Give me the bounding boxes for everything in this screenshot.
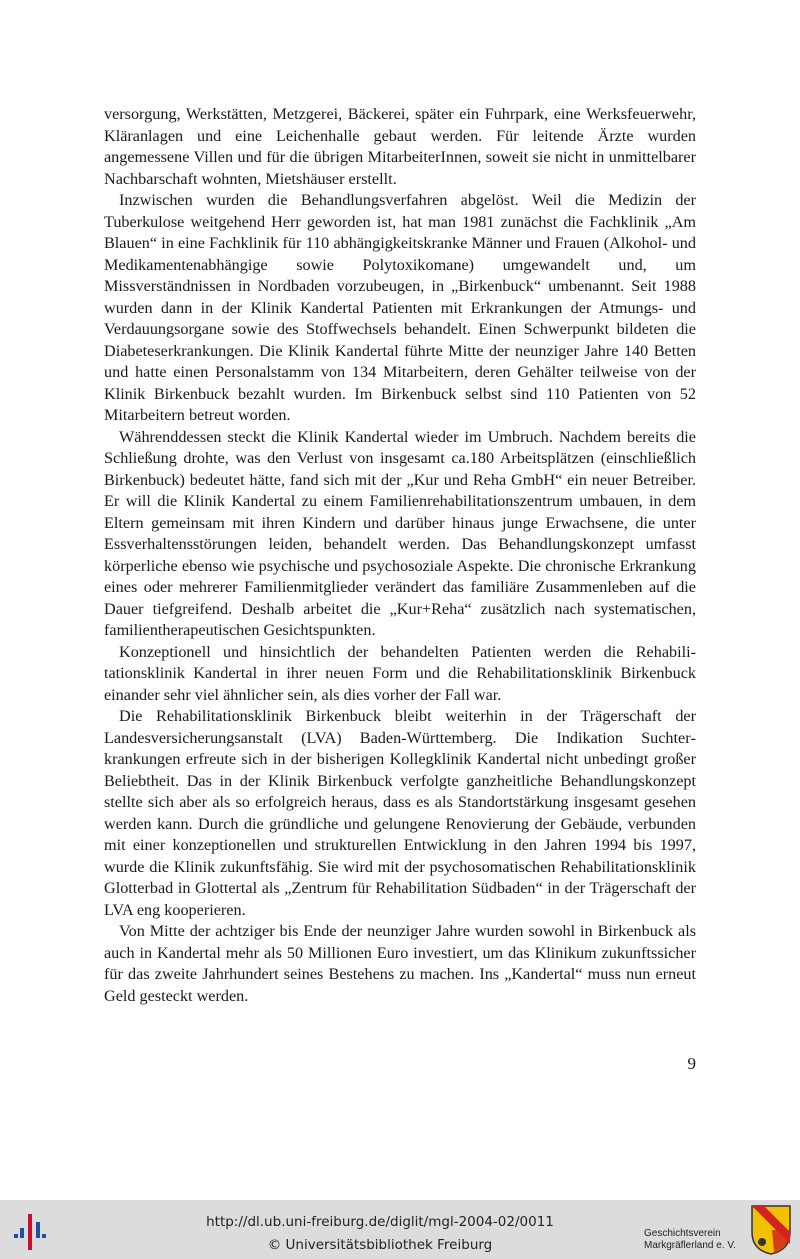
ub-freiburg-logo-icon <box>12 1212 52 1252</box>
paragraph: Die Rehabilitationsklinik Birkenbuck bleibt weiterhin in der Trägerschaft der Landesversicherungsanstalt (LVA) Baden-Württemberg. Die Indikation Suchterkrankungen erfreute sich in der bisherigen Kollegklinik Kandertal nicht unbedingt großer Beliebtheit. Das in der Klinik Birkenbuck verfolgte ganzheitliche Behandlungskonzept stellte sich aber als so erfolgreich heraus, dass es als Standortstärkung insgesamt gesehen werden kann. Durch die gründliche und gelungene Renovierung der Gebäude, verbunden mit einer konzeptionellen und strukturellen Entwicklung in den Jahren 1994 bis 1997, wurde die Klinik zukunftsfähig. Sie wird mit der psychosomatischen Rehabilitationsklinik Glotterbad in Glottertal als „Zentrum für Rehabilitation Südbaden“ in der Trägerschaft der LVA eng kooperieren. <box>104 707 696 919</box>
paragraph: Inzwischen wurden die Behandlungsverfahren abgelöst. Weil die Medizin der Tuberkulose weitgehend Herr geworden ist, hat man 1981 zunächst die Fachklinik „Am Blauen“ in eine Fachklinik für 110 abhängigkeitskranke Männer und Frauen (Alkohol- und Medikamentenabhängige sowie Polytoxikomane) umgewandelt und, um Missverständnissen in Nordbaden vorzubeugen, in „Birkenbuck“ umbenannt. Seit 1988 wurden dann in der Klinik Kandertal Patienten mit Erkrankungen der Atmungs- und Verdauungsorgane sowie des Stoffwechsels behandelt. Einen Schwerpunkt bildeten die Diabeteserkrankungen. Die Klinik Kandertal führte Mitte der neunziger Jahre 140 Betten und hatte einen Personalstamm von 134 Mitarbeitern, deren Gehälter teilweise von der Klinik Birkenbuck bezahlt wurden. Im Birkenbuck selbst sind 110 Patienten von 52 Mitarbeitern betreut worden. <box>104 191 696 424</box>
source-url-link[interactable]: http://dl.ub.uni-freiburg.de/diglit/mgl-2004-02/0011 <box>206 1214 554 1230</box>
organization-line: Markgräflerland e. V. <box>644 1240 736 1251</box>
footer-bar <box>0 1200 800 1259</box>
paragraph: Von Mitte der achtziger bis Ende der neunziger Jahre wurden sowohl in Birkenbuck als auch in Kandertal mehr als 50 Millionen Euro investiert, um das Klinikum zukunftssicher für das zweite Jahrhundert seines Bestehens zu machen. Ins „Kandertal“ muss nun erneut Geld gesteckt werden. <box>104 922 696 1005</box>
organization-name <box>644 1228 748 1252</box>
organization-line: Geschichtsverein <box>644 1228 721 1239</box>
paragraph: Währenddessen steckt die Klinik Kandertal wieder im Umbruch. Nachdem bereits die Schließung drohte, was den Verlust von insgesamt ca.180 Arbeitsplätzen (einschließlich Birkenbuck) bedeutet hätte, fand sich mit der „Kur und Reha GmbH“ ein neuer Betreiber. Er will die Klinik Kandertal zu einem Familienrehabilitationszentrum umbauen, in dem Eltern gemeinsam mit ihren Kindern und darüber hinaus junge Erwachsene, die unter Essverhaltensstörungen leiden, behandelt werden. Das Behandlungskonzept umfasst körperliche ebenso wie psychische und psychosoziale Aspekte. Die chronische Erkrankung eines oder mehrerer Familienmitglieder verändert das familiäre Zusammenleben auf die Dauer tiefgreifend. Deshalb arbeitet die „Kur+Reha“ zusätzlich nach systematischen, familientherapeutischen Gesichtspunkten. <box>104 427 696 639</box>
body-text <box>104 104 696 1007</box>
paragraph: versorgung, Werkstätten, Metzgerei, Bäckerei, später ein Fuhrpark, eine Werksfeuerwehr, Kläranlagen und eine Leichenhalle gebaut werden. Für leitende Ärzte wurden angemessene Villen und für die übrigen MitarbeiterInnen, soweit sie nicht in unmittelbarer Nachbarschaft wohnten, Mietshäuser erstellt. <box>104 105 696 188</box>
coat-of-arms-icon <box>750 1204 792 1256</box>
copyright-text: © Universitätsbibliothek Freiburg <box>267 1237 493 1253</box>
paragraph: Konzeptionell und hinsichtlich der behandelten Patienten werden die Rehabilitationsklinik Kandertal in ihrer neuen Form und die Rehabilitationsklinik Birkenbuck einander sehr viel ähnlicher sein, als dies vorher der Fall war. <box>104 642 696 704</box>
page-number: 9 <box>687 1054 696 1073</box>
